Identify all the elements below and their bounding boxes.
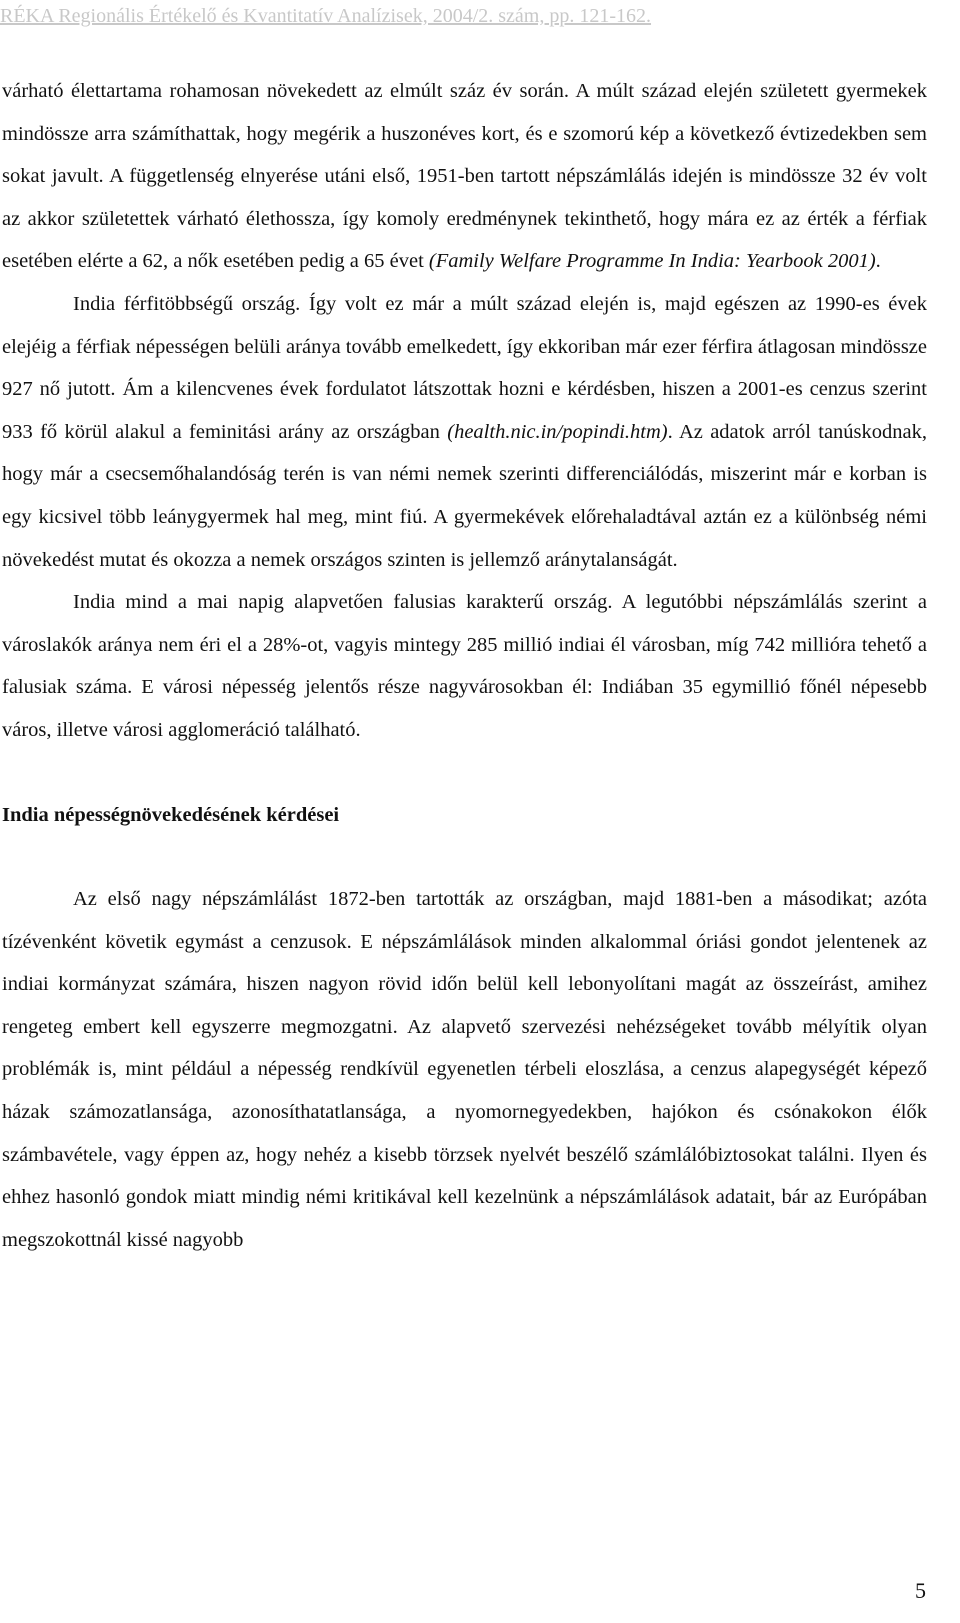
spacer (2, 752, 927, 794)
paragraph-urbanization: India mind a mai napig alapvetően falusias karakterű ország. A legutóbbi népszámlálás szerint a városlakók aránya nem éri el a 28%-ot, vagyis mintegy 285 millió indiai él városban, míg 742 millióra tehető a falusiak száma. E városi népesség jelentős része nagyvárosokban él: Indiában 35 egymillió főnél népesebb város, illetve városi agglomeráció található. (2, 591, 927, 741)
citation: (health.nic.in/popindi.htm) (447, 420, 668, 443)
section-heading: India népességnövekedésének kérdései (2, 803, 340, 826)
paragraph-text: várható élettartama rohamosan növekedett az elmúlt száz év során. A múlt század elején született gyermekek mindössze arra számíthattak, hogy megérik a huszonéves kort, és e szomorú kép a következő évtizedekben sem sokat javult. A függetlenség elnyerése utáni első, 1951-ben tartott népszámlálás idején is mindössze 32 év volt az akkor születettek várható élethossza, így komoly eredménynek tekinthető, hogy mára ez az érték a férfiak esetében elérte a 62, a nők esetében pedig a 65 évet (2, 80, 927, 273)
paragraph-end: . Az adatok arról tanúskodnak, hogy már a csecsemőhalandóság terén is van némi nemek szerinti differenciálódás, miszerint már e korban is egy kicsivel több leánygyermek hal meg, mint fiú. A gyermekévek előrehaladtával aztán ez a különbség némi növekedést mutat és okozza a nemek országos szinten is jellemző aránytalanságát. (2, 420, 927, 571)
paragraph-text: India férfitöbbségű ország. Így volt ez már a múlt század elején is, majd egészen az 1990-es évek elejéig a férfiak népességen belüli aránya tovább emelkedett, így ekkoriban már ezer férfira átlagosan mindössze 927 nő jutott. Ám a kilencvenes évek fordulatot látszottak hozni e kérdésben, hiszen a 2001-es cenzus szerint 933 fő körül alakul a feminitási arány az országban (2, 292, 927, 443)
running-header: RÉKA Regionális Értékelő és Kvantitatív Analízisek, 2004/2. szám, pp. 121-162. (0, 5, 652, 27)
page-body (2, 70, 927, 1261)
spacer (2, 836, 927, 878)
paragraph-end: . (875, 250, 881, 273)
paragraph-sex-ratio (2, 283, 927, 581)
citation: (Family Welfare Programme In India: Yearbook 2001) (428, 250, 876, 273)
page-number: 5 (915, 1578, 926, 1603)
paragraph-census-history: Az első nagy népszámlálást 1872-ben tartották az országban, majd 1881-ben a másodikat; azóta tízévenként követik egymást a cenzusok. E népszámlálások minden alkalommal óriási gondot jelentenek az indiai kormányzat számára, hiszen nagyon rövid időn belül kell lebonyolítani magát az összeírást, amihez rengeteg embert kell egyszerre megmozgatni. Az alapvető szervezési nehézségeket tovább mélyítik olyan problémák is, mint például a népesség rendkívül egyenetlen térbeli eloszlása, a cenzus alapegységét képező házak számozatlansága, azonosíthatatlansága, a nyomornegyedekben, hajókon és csónakokon élők számbavétele, vagy éppen az, hogy nehéz a kisebb törzsek nyelvét beszélő számlálóbiztosokat találni. Ilyen és ehhez hasonló gondok miatt mindig némi kritikával kell kezelnünk a népszámlálások adatait, bár az Európában megszokottnál kissé nagyobb (2, 888, 927, 1251)
paragraph-life-expectancy (2, 70, 927, 283)
